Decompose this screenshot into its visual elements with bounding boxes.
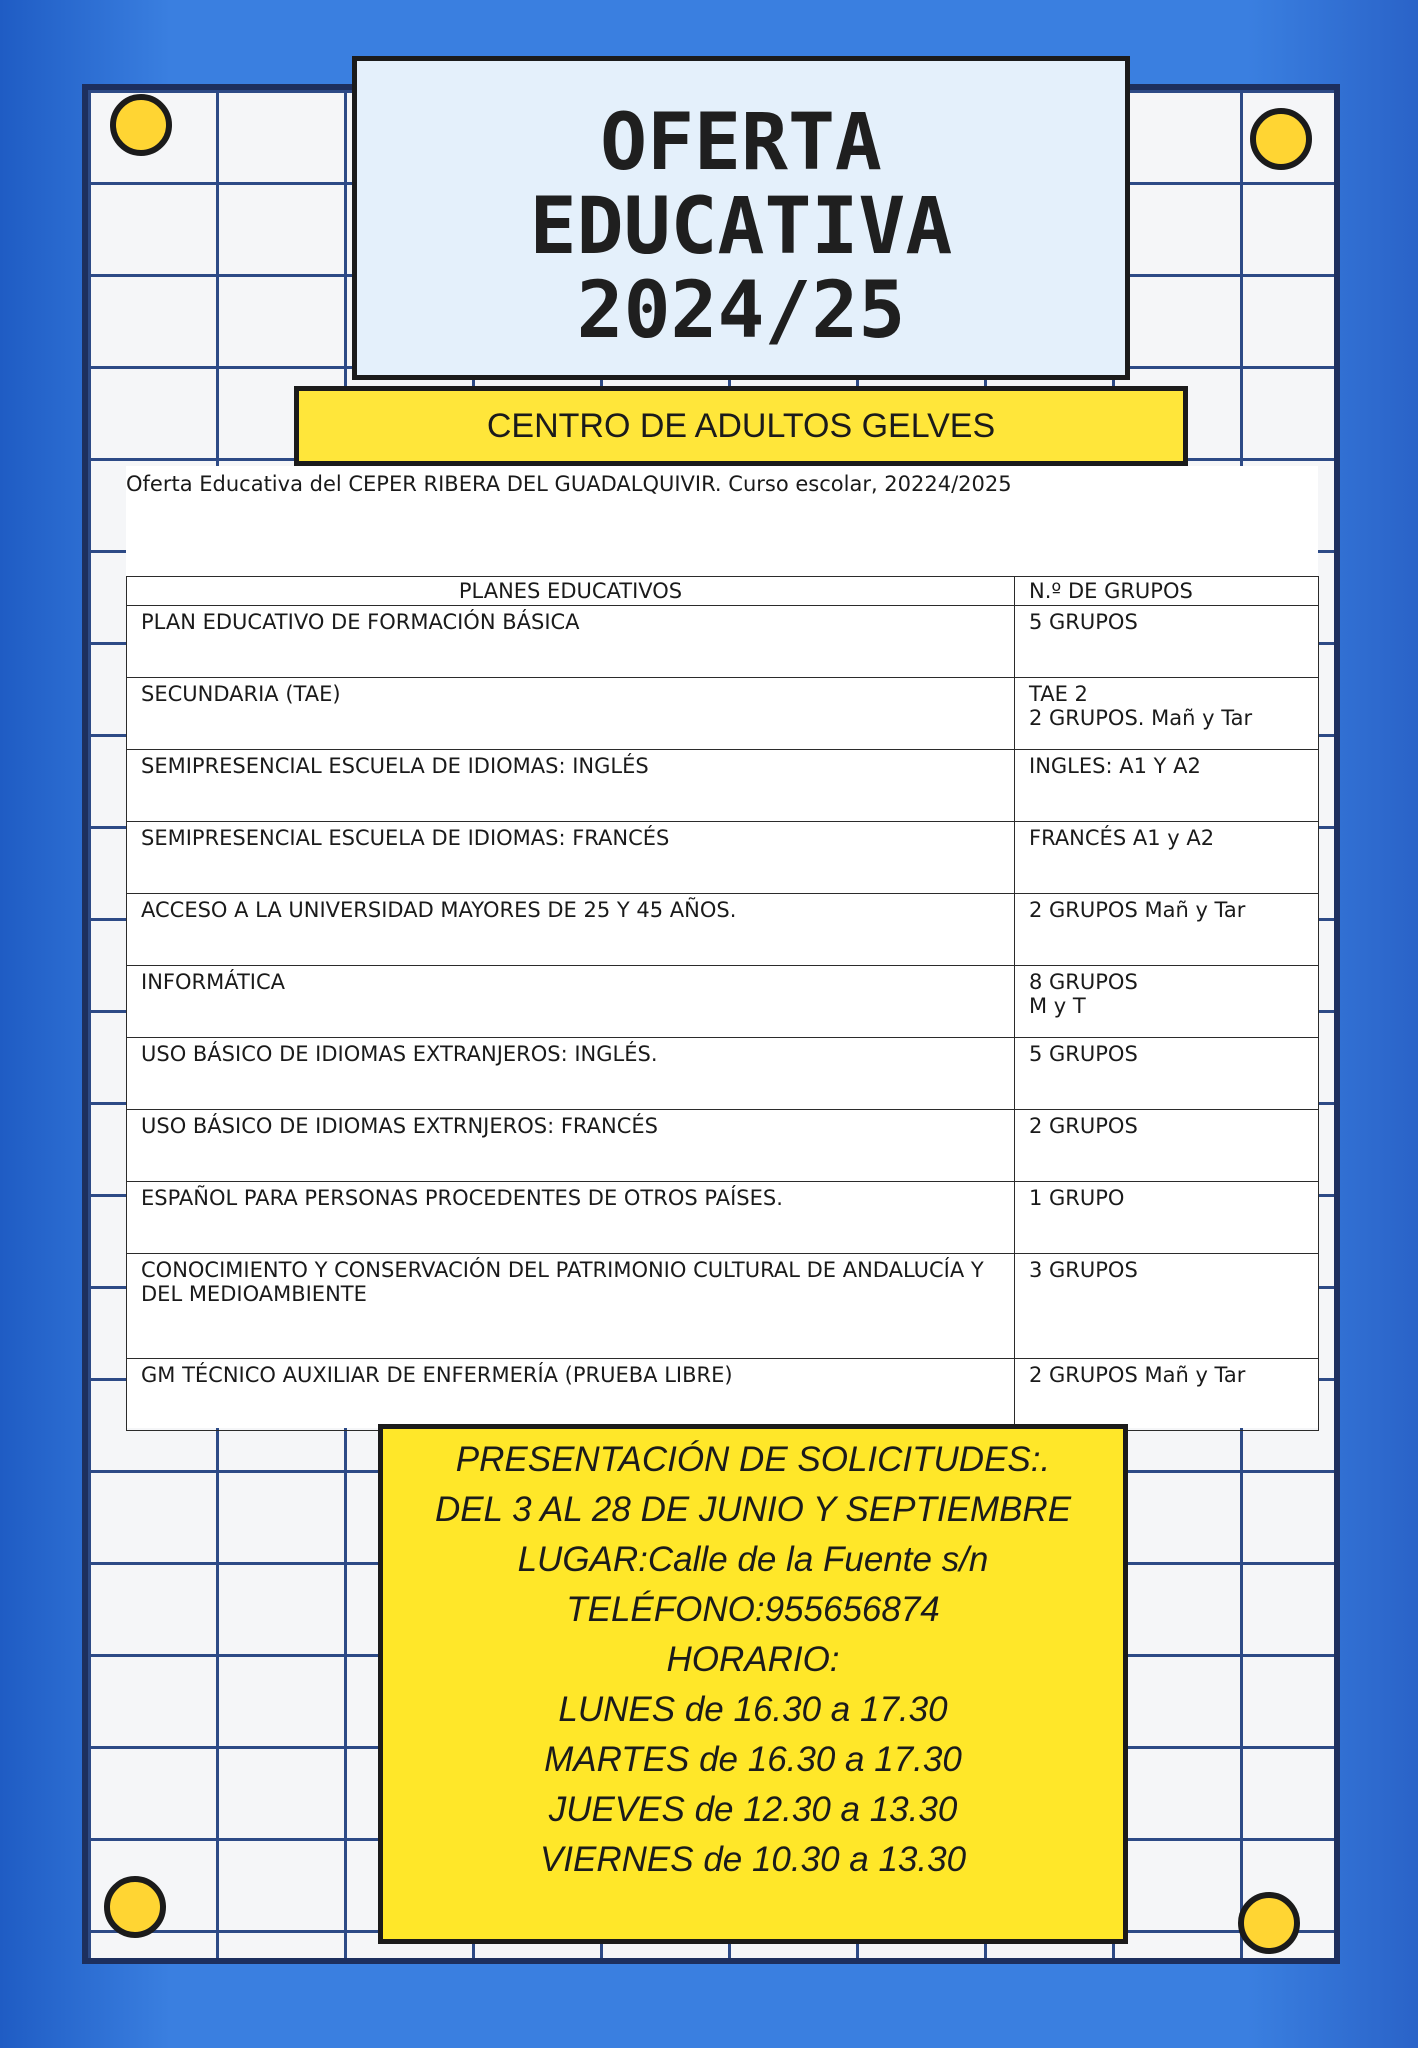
groups-text: 2 GRUPOS [1029, 1114, 1138, 1138]
table-row [127, 894, 1319, 966]
yellow-dot-bottom-right [1238, 1892, 1300, 1954]
yellow-dot-top-right [1250, 108, 1312, 170]
groups-text: 5 GRUPOS [1029, 610, 1138, 634]
groups-text: 5 GRUPOS [1029, 1042, 1138, 1066]
plan-cell: SEMIPRESENCIAL ESCUELA DE IDIOMAS: INGLÉS [127, 750, 1015, 822]
groups-text: 2 GRUPOS Mañ y Tar [1029, 1363, 1246, 1387]
subtitle-banner: CENTRO DE ADULTOS GELVES [294, 386, 1188, 466]
groups-text: FRANCÉS A1 y A2 [1029, 826, 1215, 850]
groups-cell [1015, 1038, 1319, 1110]
groups-cell [1015, 894, 1319, 966]
header-grupos: N.º DE GRUPOS [1015, 577, 1319, 606]
groups-text: 2 GRUPOS. Mañ y Tar [1029, 706, 1253, 730]
title-line-1: OFERTA [600, 98, 882, 188]
groups-text: INGLES: A1 Y A2 [1029, 754, 1201, 778]
plan-cell: ESPAÑOL PARA PERSONAS PROCEDENTES DE OTROS PAÍSES. [127, 1182, 1015, 1254]
plan-cell: CONOCIMIENTO Y CONSERVACIÓN DEL PATRIMONIO CULTURAL DE ANDALUCÍA Y DEL MEDIOAMBIENTE [127, 1254, 1015, 1359]
offer-table [126, 576, 1319, 1431]
table-row [127, 750, 1319, 822]
table-row [127, 1110, 1319, 1182]
application-info-box [378, 1424, 1128, 1944]
plan-cell: GM TÉCNICO AUXILIAR DE ENFERMERÍA (PRUEBA LIBRE) [127, 1359, 1015, 1431]
table-row [127, 678, 1319, 750]
groups-text: TAE 2 [1029, 682, 1088, 706]
groups-cell [1015, 1359, 1319, 1431]
plan-cell: PLAN EDUCATIVO DE FORMACIÓN BÁSICA [127, 606, 1015, 678]
groups-cell [1015, 678, 1319, 750]
plan-cell: USO BÁSICO DE IDIOMAS EXTRANJEROS: INGLÉS. [127, 1038, 1015, 1110]
info-line-5: HORARIO: [666, 1640, 840, 1679]
plan-cell: SEMIPRESENCIAL ESCUELA DE IDIOMAS: FRANCÉS [127, 822, 1015, 894]
title-box [352, 56, 1130, 380]
title-line-2: EDUCATIVA [529, 182, 953, 272]
info-line-8: JUEVES de 12.30 a 13.30 [548, 1790, 958, 1829]
table-row [127, 966, 1319, 1038]
groups-text: 2 GRUPOS Mañ y Tar [1029, 898, 1246, 922]
table-row [127, 1038, 1319, 1110]
groups-text: M y T [1029, 994, 1086, 1018]
title-line-3: 2024/25 [576, 266, 906, 356]
grid-bottom-border [82, 1958, 1340, 1964]
groups-cell [1015, 822, 1319, 894]
info-line-9: VIERNES de 10.30 a 13.30 [539, 1840, 967, 1879]
groups-cell [1015, 1254, 1319, 1359]
header-planes: PLANES EDUCATIVOS [127, 577, 1015, 606]
info-line-7: MARTES de 16.30 a 17.30 [544, 1740, 962, 1779]
groups-cell [1015, 1182, 1319, 1254]
intro-text: Oferta Educativa del CEPER RIBERA DEL GUADALQUIVIR. Curso escolar, 20224/2025 [126, 472, 1012, 496]
plan-cell: INFORMÁTICA [127, 966, 1015, 1038]
info-line-6: LUNES de 16.30 a 17.30 [558, 1690, 948, 1729]
plan-cell: ACCESO A LA UNIVERSIDAD MAYORES DE 25 Y 45 AÑOS. [127, 894, 1015, 966]
groups-text: 8 GRUPOS [1029, 970, 1138, 994]
info-line-3: LUGAR:Calle de la Fuente s/n [517, 1540, 989, 1579]
groups-text: 3 GRUPOS [1029, 1258, 1138, 1282]
plan-cell: SECUNDARIA (TAE) [127, 678, 1015, 750]
table-row [127, 1182, 1319, 1254]
yellow-dot-bottom-left [104, 1876, 166, 1938]
table-row [127, 822, 1319, 894]
table-row [127, 606, 1319, 678]
info-line-4: TELÉFONO:955656874 [566, 1590, 940, 1629]
table-header-row [127, 577, 1319, 606]
table-row [127, 1254, 1319, 1359]
info-line-1: PRESENTACIÓN DE SOLICITUDES:. [455, 1440, 1051, 1479]
table-row [127, 1359, 1319, 1431]
offer-sheet [126, 466, 1318, 1428]
groups-cell [1015, 966, 1319, 1038]
yellow-dot-top-left [110, 94, 172, 156]
plan-cell: USO BÁSICO DE IDIOMAS EXTRNJEROS: FRANCÉS [127, 1110, 1015, 1182]
groups-text: 1 GRUPO [1029, 1186, 1125, 1210]
groups-cell [1015, 750, 1319, 822]
info-line-2: DEL 3 AL 28 DE JUNIO Y SEPTIEMBRE [434, 1490, 1072, 1529]
groups-cell [1015, 1110, 1319, 1182]
groups-cell [1015, 606, 1319, 678]
